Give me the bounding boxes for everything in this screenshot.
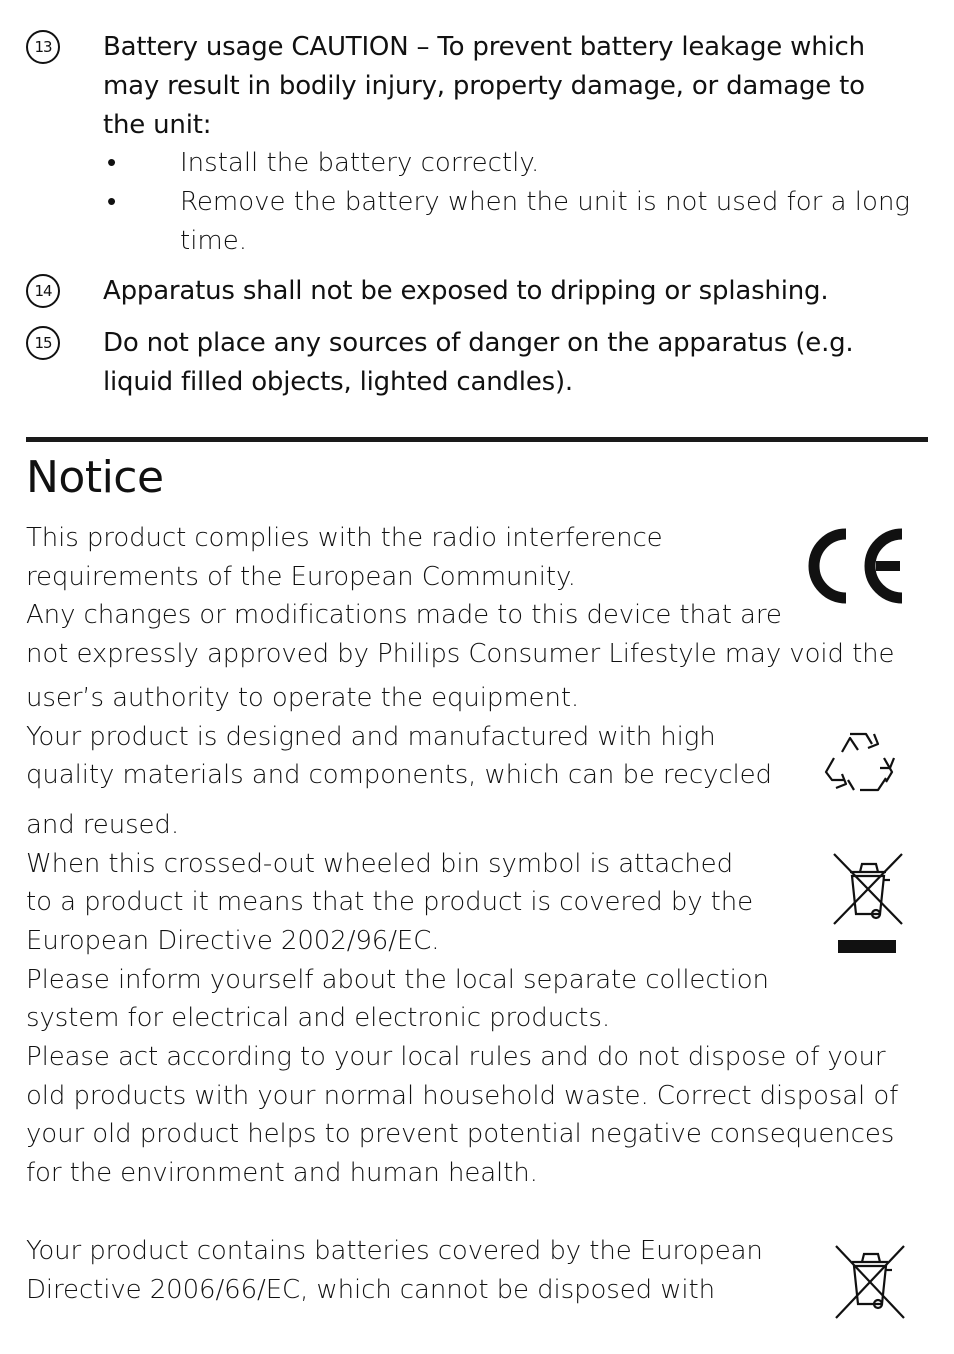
bullet-dot: •	[107, 148, 117, 178]
notice-line: to a product it means that the product is covered by the	[26, 887, 754, 917]
notice-line: Directive 2006/66/EC, which cannot be disposed with	[26, 1275, 715, 1305]
bullet-text: Install the battery correctly.	[180, 148, 540, 178]
item-13-line: Battery usage CAUTION – To prevent battery leakage which	[103, 32, 865, 62]
bullet-item	[103, 144, 936, 183]
notice-line: requirements of the European Community.	[26, 562, 576, 592]
section-divider	[26, 437, 928, 442]
item-13-bullets	[103, 144, 936, 261]
crossed-out-bin-icon	[832, 1244, 908, 1324]
recycle-icon	[820, 728, 898, 804]
item-14-text	[103, 272, 936, 311]
notice-line: not expressly approved by Philips Consumer Lifestyle may void the	[26, 639, 895, 669]
item-15-text	[103, 324, 936, 402]
item-15-line: liquid filled objects, lighted candles).	[103, 367, 573, 397]
item-number-14: 14	[26, 274, 60, 308]
crossed-out-bin-icon	[830, 852, 906, 960]
notice-line: system for electrical and electronic products.	[26, 1003, 610, 1033]
item-number-15: 15	[26, 326, 60, 360]
ce-mark-icon	[808, 528, 908, 608]
notice-line: Any changes or modifications made to this device that are	[26, 600, 782, 630]
notice-line: Your product is designed and manufactured with high	[26, 722, 716, 752]
item-number-13: 13	[26, 30, 60, 64]
notice-line: user’s authority to operate the equipment.	[26, 683, 580, 713]
notice-line: When this crossed-out wheeled bin symbol is attached	[26, 849, 733, 879]
bullet-text-line: Remove the battery when the unit is not used for a long	[180, 187, 911, 217]
notice-line: old products with your normal household waste. Correct disposal of	[26, 1081, 899, 1111]
section-heading: Notice	[26, 452, 164, 503]
bullet-item	[103, 183, 936, 261]
bullet-text-line: time.	[180, 226, 248, 256]
notice-line: quality materials and components, which can be recycled	[26, 760, 772, 790]
notice-line: This product complies with the radio interference	[26, 523, 663, 553]
notice-line: Your product contains batteries covered by the European	[26, 1236, 763, 1266]
notice-line: European Directive 2002/96/EC.	[26, 926, 440, 956]
item-13-line: may result in bodily injury, property damage, or damage to	[103, 71, 865, 101]
notice-line: Please inform yourself about the local separate collection	[26, 965, 769, 995]
item-14-line: Apparatus shall not be exposed to dripping or splashing.	[103, 276, 829, 306]
bullet-dot: •	[107, 187, 117, 217]
bullet-text	[180, 183, 936, 261]
notice-line: your old product helps to prevent potential negative consequences	[26, 1119, 895, 1149]
item-13-text	[103, 28, 936, 145]
item-15-line: Do not place any sources of danger on the apparatus (e.g.	[103, 328, 854, 358]
notice-line: for the environment and human health.	[26, 1158, 538, 1188]
item-13-line: the unit:	[103, 110, 212, 140]
notice-line: Please act according to your local rules and do not dispose of your	[26, 1042, 886, 1072]
notice-line: and reused.	[26, 810, 179, 840]
